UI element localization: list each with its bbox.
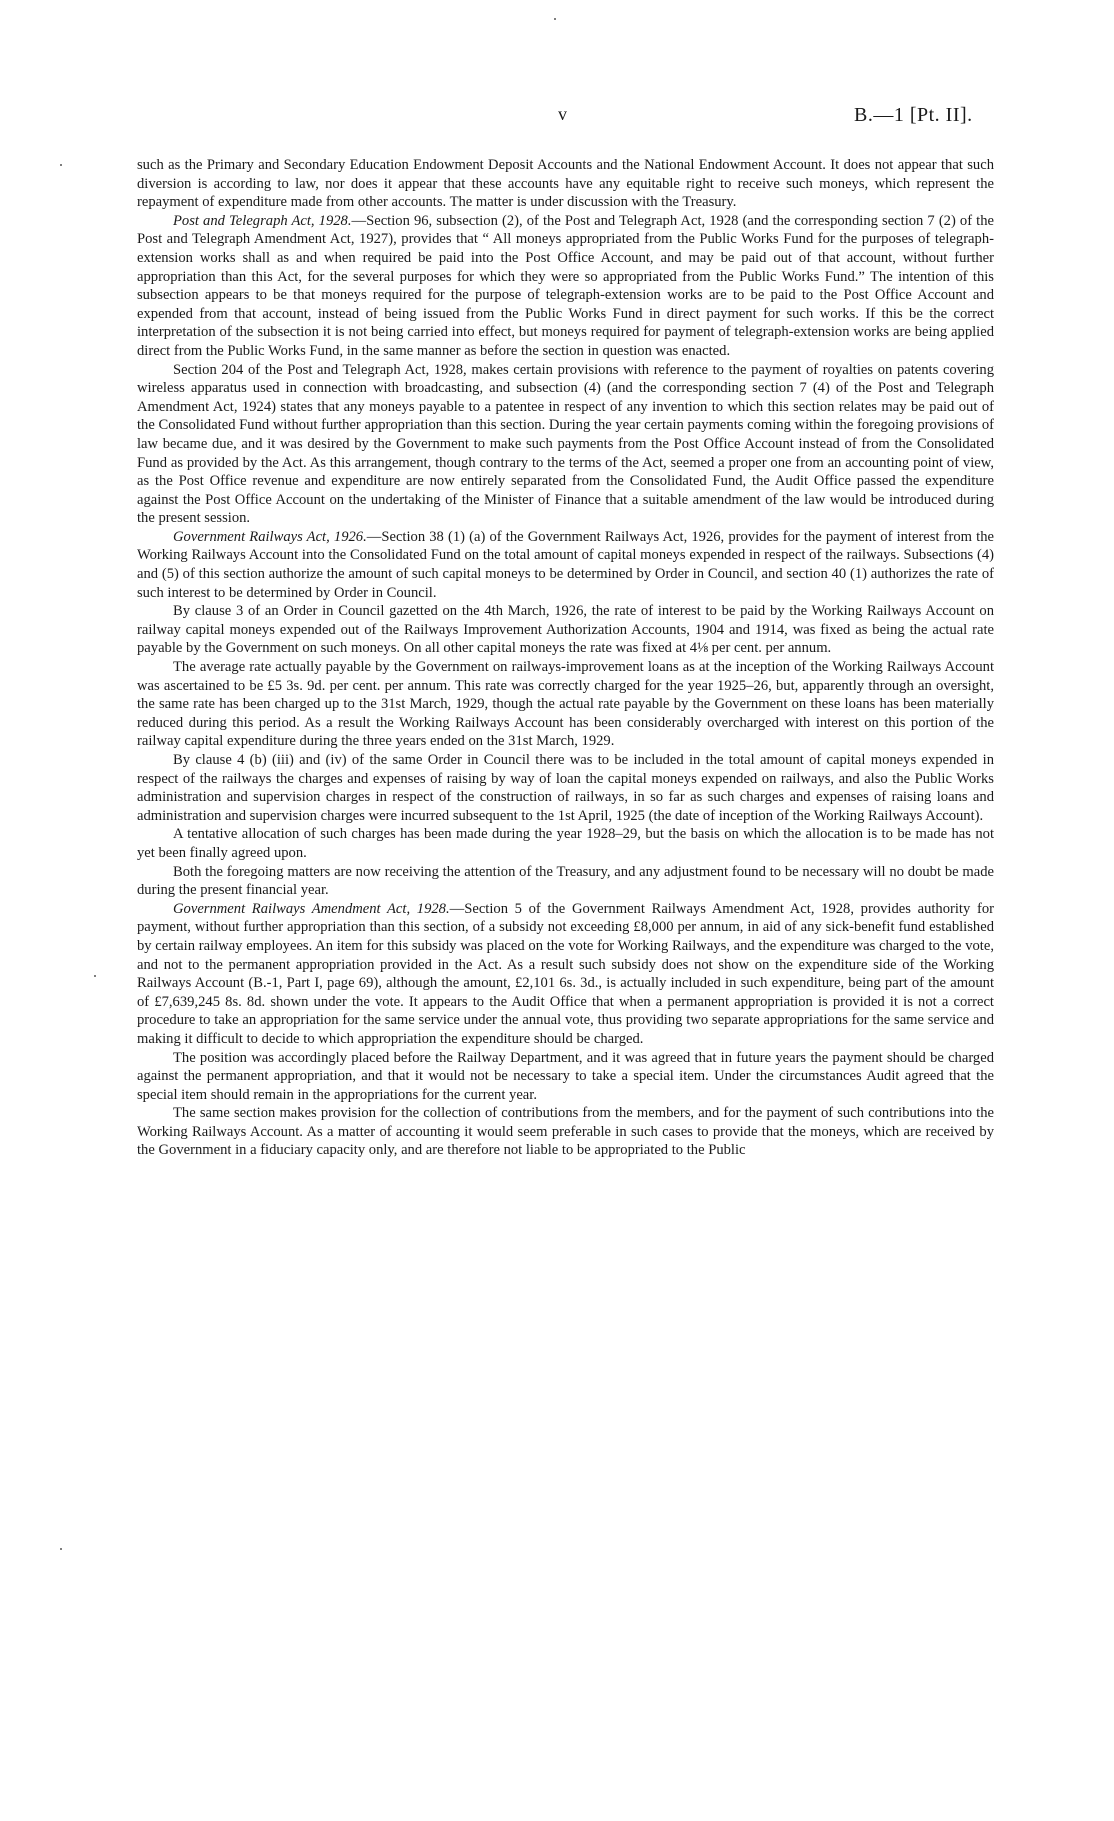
paragraph — [137, 825, 994, 862]
paragraph-text: —Section 96, subsection (2), of the Post and Telegraph Act, 1928 (and the corresponding section 7 (2) of the Post and Telegraph Amendment Act, 1927), provides that “ All moneys appropriated from the Public Works Fund for the purposes of telegraph-extension works shall as and when required be paid into the Post Office Account, and may be paid out of that account, without further appropriation than this Act, for the several purposes for which they were so appropriated from the Public Works Fund.” The intention of this subsection appears to be that moneys required for the purpose of telegraph-extension works are to be paid to the Post Office Account and expended from that account, instead of being issued from the Public Works Fund in direct payment for such works. If this be the correct interpretation of the subsection it is not being carried into effect, but moneys required for payment of telegraph-extension works are being applied direct from the Public Works Fund, in the same manner as before the section in question was enacted. — [137, 212, 994, 359]
section-heading: Government Railways Act, 1926. — [173, 528, 367, 545]
paragraph — [137, 602, 994, 658]
paragraph — [137, 1049, 994, 1105]
page-mark — [94, 975, 96, 977]
paragraph-text: By clause 3 of an Order in Council gazetted on the 4th March, 1926, the rate of interest to be paid by the Working Railways Account on railway capital moneys expended out of the Railways Improvement Authorization Accounts, 1904 and 1914, was fixed as being the actual rate payable by the Government on such moneys. On all other capital moneys the rate was fixed at 4⅛ per cent. per annum. — [137, 603, 994, 657]
paragraph — [137, 863, 994, 900]
paragraph-text: The average rate actually payable by the Government on railways-improvement loans as at the inception of the Working Railways Account was ascertained to be £5 3s. 9d. per cent. per annum. This rate was correctly charged for the year 1925–26, but, apparently through an oversight, the same rate has been charged up to the 31st March, 1929, though the actual rate payable by the Government on these loans has been materially reduced during this period. As a result the Working Railways Account has been considerably overcharged with interest on this portion of the railway capital expenditure during the three years ended on the 31st March, 1929. — [137, 659, 994, 750]
body-text — [137, 156, 994, 1160]
paragraph — [137, 1104, 994, 1160]
paragraph-text: —Section 38 (1) (a) of the Government Railways Act, 1926, provides for the payment of interest from the Working Railways Account into the Consolidated Fund on the total amount of capital moneys expended in respect of the railways. Subsections (4) and (5) of this section authorize the amount of such capital moneys to be determined by Order in Council, and section 40 (1) authorizes the rate of such interest to be determined by Order in Council. — [137, 528, 995, 601]
paragraph-text: The same section makes provision for the collection of contributions from the members, and for the payment of such contributions into the Working Railways Account. As a matter of accounting it would seem preferable in such cases to provide that the moneys, which are received by the Government in a fiduciary capacity only, and are therefore not liable to be appropriated to the Public — [137, 1105, 994, 1159]
paragraph-text: —Section 5 of the Government Railways Amendment Act, 1928, provides authority for payment, without further appropriation than this section, of a subsidy not exceeding £8,000 per annum, in aid of any sick-benefit fund established by certain railway employees. An item for this subsidy was placed on the vote for Working Railways, and the expenditure was charged to the vote, and not to the permanent appropriation provided in the Act. As a result such subsidy does not show on the expenditure side of the Working Railways Account (B.-1, Part I, page 69), although the amount, £2,101 6s. 3d., is actually included in such expenditure, being part of the amount of £7,639,245 8s. 8d. shown under the vote. It appears to the Audit Office that when a permanent appropriation is provided it is not a correct procedure to take an appropriation for the same service under the annual vote, thus providing two separate appropriations for the same service and making it difficult to decide to which appropriation the expenditure should be charged. — [137, 900, 994, 1047]
paragraph — [137, 900, 994, 1049]
paragraph — [137, 361, 994, 528]
page-mark — [60, 164, 62, 166]
paragraph-text: Both the foregoing matters are now receiving the attention of the Treasury, and any adjustment found to be necessary will no doubt be made during the present financial year. — [137, 863, 994, 899]
page-number: v — [558, 104, 568, 124]
section-heading: Government Railways Amendment Act, 1928. — [173, 900, 450, 917]
document-reference: B.—1 [Pt. II]. — [854, 104, 973, 126]
paragraph — [137, 156, 994, 212]
paragraph-text: The position was accordingly placed before the Railway Department, and it was agreed that in future years the payment should be charged against the permanent appropriation, and that it would not be necessary to take a special item. Under the circumstances Audit agreed that the special item should remain in the appropriations for the current year. — [137, 1049, 994, 1103]
paragraph — [137, 212, 994, 361]
section-heading: Post and Telegraph Act, 1928. — [173, 212, 352, 229]
page-mark — [554, 18, 556, 20]
page-mark — [60, 1548, 62, 1550]
paragraph-text: such as the Primary and Secondary Education Endowment Deposit Accounts and the National Endowment Account. It does not appear that such diversion is according to law, nor does it appear that these accounts have any equitable right to receive such moneys, which represent the repayment of expenditure made from other accounts. The matter is under discussion with the Treasury. — [137, 157, 994, 211]
paragraph — [137, 658, 994, 751]
page-header — [0, 104, 1114, 134]
paragraph-text: By clause 4 (b) (iii) and (iv) of the same Order in Council there was to be included in the total amount of capital moneys expended in respect of the railways the charges and expenses of raising by way of loan the capital moneys expended on railways, and also the Public Works administration and supervision charges in respect of the construction of railways, in so far as such charges and expenses of raising loans and administration and supervision charges were incurred subsequent to the 1st April, 1925 (the date of inception of the Working Railways Account). — [137, 752, 994, 824]
paragraph-text: Section 204 of the Post and Telegraph Act, 1928, makes certain provisions with reference to the payment of royalties on patents covering wireless apparatus used in connection with broadcasting, and subsection (4) (and the corresponding section 7 (4) of the Post and Telegraph Amendment Act, 1924) states that any moneys payable to a patentee in respect of any invention to which this section relates may be paid out of the Consolidated Fund without further appropriation than this section. During the year certain payments coming within the foregoing provisions of law became due, and it was desired by the Government to make such payments from the Post Office Account instead of from the Consolidated Fund as provided by the Act. As this arrangement, though contrary to the terms of the Act, seemed a proper one from an accounting point of view, as the Post Office revenue and expenditure are now entirely separated from the Consolidated Fund, the Audit Office passed the expenditure against the Post Office Account on the undertaking of the Minister of Finance that a suitable amendment of the law would be introduced during the present session. — [137, 361, 994, 527]
paragraph — [137, 751, 994, 825]
paragraph — [137, 528, 994, 602]
paragraph-text: A tentative allocation of such charges has been made during the year 1928–29, but the basis on which the allocation is to be made has not yet been finally agreed upon. — [137, 826, 994, 861]
